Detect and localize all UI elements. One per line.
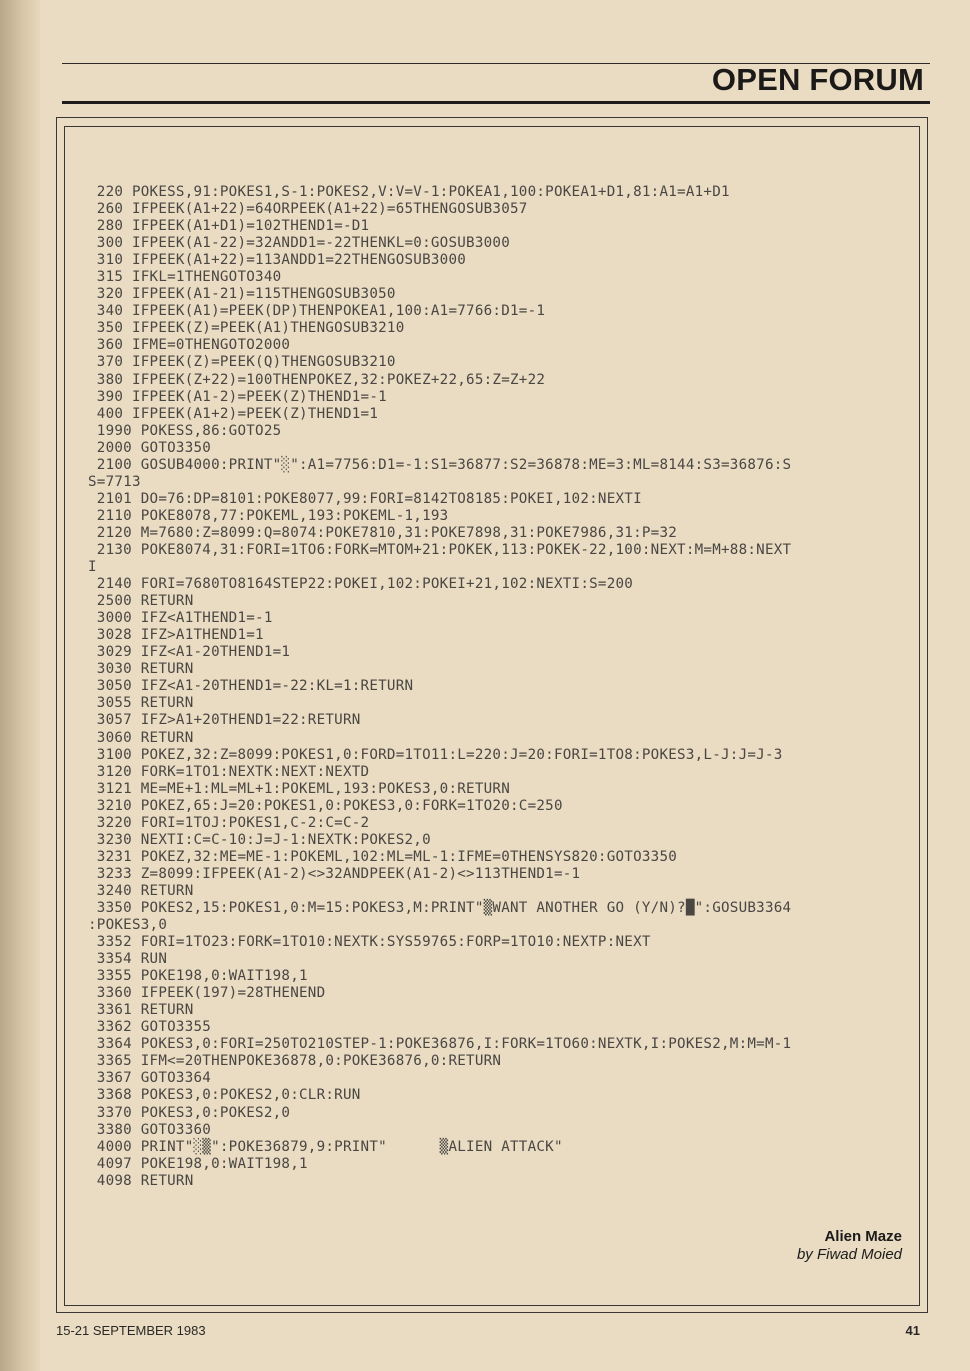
code-line: 3210 POKEZ,65:J=20:POKES1,0:POKES3,0:FORK=1TO20:C=250 xyxy=(88,797,563,814)
code-line: 3029 IFZ<A1-20THEND1=1 xyxy=(88,644,291,661)
code-line: 3368 POKES3,0:POKES2,0:CLR:RUN xyxy=(88,1087,361,1104)
code-line: 320 IFPEEK(A1-21)=115THENGOSUB3050 xyxy=(88,286,396,303)
code-line: 3060 RETURN xyxy=(88,729,194,746)
page-number: 41 xyxy=(905,1323,920,1338)
code-line: 4098 RETURN xyxy=(88,1172,194,1189)
code-line: 3350 POKES2,15:POKES1,0:M=15:POKES3,M:PRINT"▒WANT ANOTHER GO (Y/N)?█":GOSUB3364 xyxy=(88,899,792,916)
code-line: S=7713 xyxy=(88,473,141,490)
code-line: 360 IFME=0THENGOTO2000 xyxy=(88,337,291,354)
code-line: :POKES3,0 xyxy=(88,917,168,934)
code-line: 3367 GOTO3364 xyxy=(88,1070,212,1087)
program-listing xyxy=(88,184,918,1190)
code-line: 260 IFPEEK(A1+22)=64ORPEEK(A1+22)=65THENGOSUB3057 xyxy=(88,201,528,218)
code-line: 3231 POKEZ,32:ME=ME-1:POKEML,102:ML=ML-1:IFME=0THENSYS820:GOTO3350 xyxy=(88,848,678,865)
program-title: Alien Maze xyxy=(824,1228,902,1245)
program-author: by Fiwad Moied xyxy=(796,1246,902,1263)
code-line: 4000 PRINT"░▒":POKE36879,9:PRINT" ▒ALIEN ATTACK" xyxy=(88,1138,563,1155)
code-line: 2140 FORI=7680TO8164STEP22:POKEI,102:POKEI+21,102:NEXTI:S=200 xyxy=(88,576,634,593)
code-line: 2120 M=7680:Z=8099:Q=8074:POKE7810,31:POKE7898,31:POKE7986,31:P=32 xyxy=(88,524,678,541)
code-line: 3050 IFZ<A1-20THEND1=-22:KL=1:RETURN xyxy=(88,678,414,695)
section-title: OPEN FORUM xyxy=(711,62,924,97)
code-line: 3100 POKEZ,32:Z=8099:POKES1,0:FORD=1TO11:L=220:J=20:FORI=1TO8:POKES3,L-J:J=J-3 xyxy=(88,746,783,763)
code-line: 3362 GOTO3355 xyxy=(88,1019,212,1036)
code-line: 280 IFPEEK(A1+D1)=102THEND1=-D1 xyxy=(88,218,370,235)
code-line: 3360 IFPEEK(197)=28THENEND xyxy=(88,985,326,1002)
code-line: 3121 ME=ME+1:ML=ML+1:POKEML,193:POKES3,0:RETURN xyxy=(88,780,510,797)
code-line: 3030 RETURN xyxy=(88,661,194,678)
code-line: 3364 POKES3,0:FORI=250TO210STEP-1:POKE36876,I:FORK=1TO60:NEXTK,I:POKES2,M:M=M-1 xyxy=(88,1036,792,1053)
code-line: 3055 RETURN xyxy=(88,695,194,712)
code-line: 2130 POKE8074,31:FORI=1TO6:FORK=MTOM+21:POKEK,113:POKEK-22,100:NEXT:M=M+88:NEXT xyxy=(88,541,792,558)
code-line: 2100 GOSUB4000:PRINT"░":A1=7756:D1=-1:S1=36877:S2=36878:ME=3:ML=8144:S3=36876:S xyxy=(88,456,792,473)
code-line: 3230 NEXTI:C=C-10:J=J-1:NEXTK:POKES2,0 xyxy=(88,831,431,848)
code-line: 3361 RETURN xyxy=(88,1002,194,1019)
code-line: 3354 RUN xyxy=(88,951,168,968)
code-line: 350 IFPEEK(Z)=PEEK(A1)THENGOSUB3210 xyxy=(88,320,405,337)
code-line: 3000 IFZ<A1THEND1=-1 xyxy=(88,610,273,627)
code-line: 3355 POKE198,0:WAIT198,1 xyxy=(88,968,308,985)
header-rule xyxy=(62,101,930,104)
code-line: 315 IFKL=1THENGOTO340 xyxy=(88,269,282,286)
code-line: 2500 RETURN xyxy=(88,593,194,610)
code-line: 2000 GOTO3350 xyxy=(88,439,212,456)
code-line: 220 POKESS,91:POKES1,S-1:POKES2,V:V=V-1:POKEA1,100:POKEA1+D1,81:A1=A1+D1 xyxy=(88,184,730,200)
code-line: 3233 Z=8099:IFPEEK(A1-2)<>32ANDPEEK(A1-2)<>113THEND1=-1 xyxy=(88,865,581,882)
code-line: 400 IFPEEK(A1+2)=PEEK(Z)THEND1=1 xyxy=(88,405,379,422)
code-line: 300 IFPEEK(A1-22)=32ANDD1=-22THENKL=0:GOSUB3000 xyxy=(88,235,510,252)
code-line: 3240 RETURN xyxy=(88,882,194,899)
code-line: 340 IFPEEK(A1)=PEEK(DP)THENPOKEA1,100:A1=7766:D1=-1 xyxy=(88,303,546,320)
code-line: 3370 POKES3,0:POKES2,0 xyxy=(88,1104,291,1121)
code-line: 3365 IFM<=20THENPOKE36878,0:POKE36876,0:RETURN xyxy=(88,1053,502,1070)
code-line: 2101 DO=76:DP=8101:POKE8077,99:FORI=8142TO8185:POKEI,102:NEXTI xyxy=(88,490,642,507)
code-line: 390 IFPEEK(A1-2)=PEEK(Z)THEND1=-1 xyxy=(88,388,387,405)
code-line: 310 IFPEEK(A1+22)=113ANDD1=22THENGOSUB3000 xyxy=(88,252,467,269)
code-line: 1990 POKESS,86:GOTO25 xyxy=(88,422,282,439)
code-line: 3352 FORI=1TO23:FORK=1TO10:NEXTK:SYS59765:FORP=1TO10:NEXTP:NEXT xyxy=(88,934,651,951)
code-line: 3120 FORK=1TO1:NEXTK:NEXT:NEXTD xyxy=(88,763,370,780)
code-line: I xyxy=(88,559,97,576)
code-line: 3220 FORI=1TOJ:POKES1,C-2:C=C-2 xyxy=(88,814,370,831)
code-line: 3028 IFZ>A1THEND1=1 xyxy=(88,627,264,644)
listing-caption xyxy=(797,1228,902,1264)
code-line: 3380 GOTO3360 xyxy=(88,1121,212,1138)
code-line: 2110 POKE8078,77:POKEML,193:POKEML-1,193 xyxy=(88,507,449,524)
issue-date: 15-21 SEPTEMBER 1983 xyxy=(56,1323,206,1338)
code-line: 4097 POKE198,0:WAIT198,1 xyxy=(88,1155,308,1172)
page-gutter-shadow xyxy=(0,0,40,1371)
code-line: 3057 IFZ>A1+20THEND1=22:RETURN xyxy=(88,712,361,729)
code-line: 380 IFPEEK(Z+22)=100THENPOKEZ,32:POKEZ+22,65:Z=Z+22 xyxy=(88,371,546,388)
code-line: 370 IFPEEK(Z)=PEEK(Q)THENGOSUB3210 xyxy=(88,354,396,371)
